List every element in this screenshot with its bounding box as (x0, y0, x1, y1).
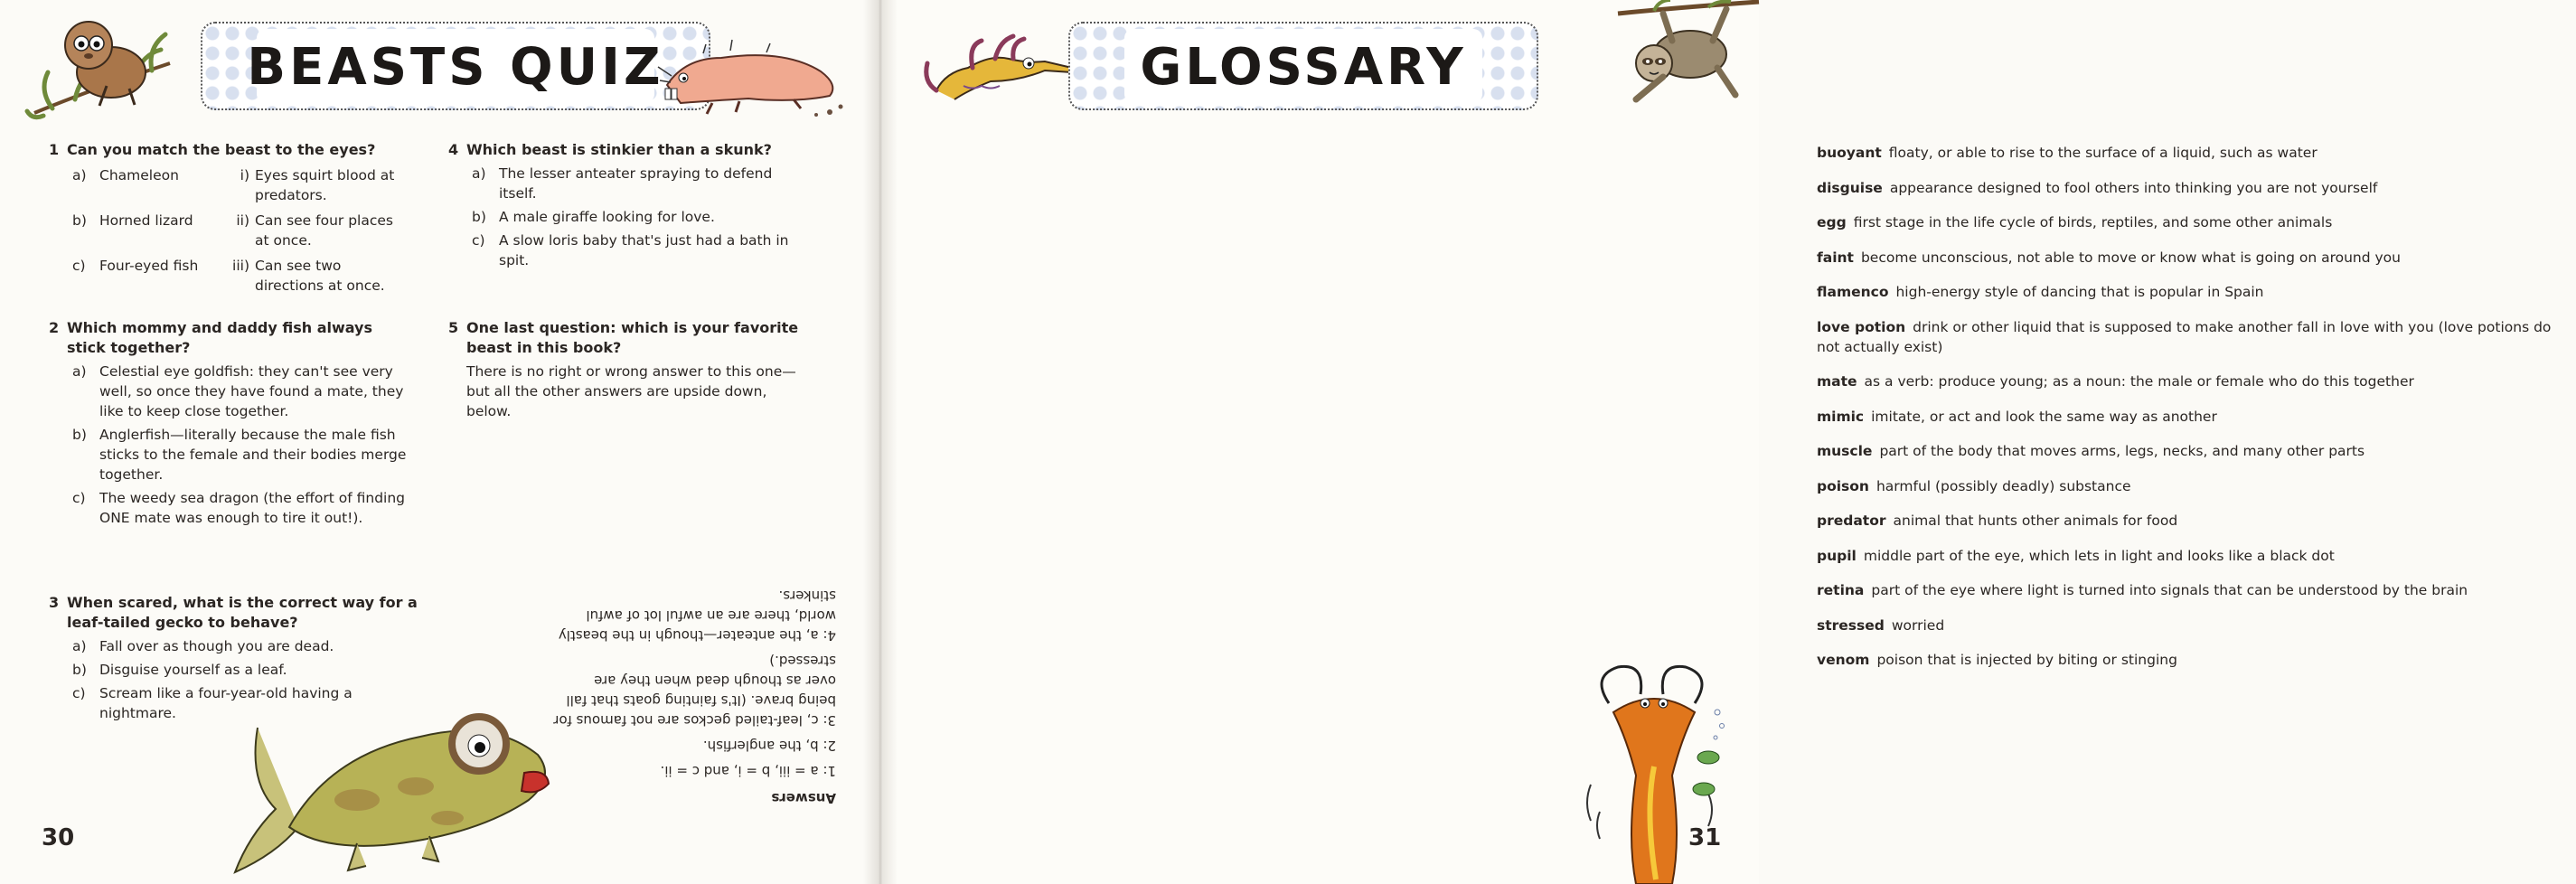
question-5-heading (448, 318, 810, 358)
answer-line: 3: c, leaf-tailed geckos are not famous for being brave. (It's fainting goats that fall over as though dead when they are stressed.) (553, 653, 836, 729)
question-text: Can you match the beast to the eyes? (67, 141, 376, 158)
option-letter: a) (72, 638, 87, 654)
option-text: Disguise yourself as a leaf. (99, 662, 287, 678)
glossary-entry (1817, 650, 2576, 670)
question-4 (448, 140, 810, 270)
option-text: The lesser anteater spraying to defend itself. (499, 165, 773, 202)
page-title: BEASTS QUIZ (247, 38, 664, 97)
eye-description: Can see two directions at once. (255, 258, 385, 294)
glossary-term: love potion (1817, 318, 1906, 335)
glossary-definition: high-energy style of dancing that is popular in Spain (1895, 284, 2264, 300)
answer-option (448, 230, 810, 270)
option-text: Anglerfish—literally because the male fish sticks to the female and their bodies merge together. (99, 427, 407, 483)
question-2 (49, 318, 410, 528)
glossary-definition: animal that hunts other animals for food (1893, 513, 2178, 529)
question-number: 4 (448, 141, 459, 158)
answers-upside-down (533, 580, 836, 808)
glossary-entry (1817, 371, 2576, 391)
fish-illustration (221, 701, 565, 881)
glossary-entry (1817, 143, 2576, 163)
answer-line: 2: b, the anglerfish. (702, 738, 836, 754)
question-5 (448, 318, 810, 421)
glossary-term: buoyant (1817, 145, 1882, 161)
match-row (49, 256, 410, 296)
book-gutter (863, 0, 898, 884)
option-letter: a) (472, 165, 486, 182)
question-3-heading (49, 593, 428, 633)
page-beasts-quiz (0, 0, 879, 884)
glossary-term: venom (1817, 652, 1870, 668)
question-2-heading (49, 318, 410, 358)
option-text: A male giraffe looking for love. (499, 209, 715, 225)
glossary-entry (1817, 282, 2576, 302)
question-text: Which mommy and daddy fish always stick together? (67, 319, 373, 356)
question-4-heading (448, 140, 810, 160)
question-number: 3 (49, 594, 60, 611)
glossary-definition: imitate, or act and look the same way as another (1871, 408, 2217, 425)
question-number: 1 (49, 141, 60, 158)
quiz-title-banner (201, 22, 710, 110)
glossary-term: pupil (1817, 547, 1857, 564)
naked-mole-rat-illustration (649, 31, 852, 121)
slow-loris-illustration (25, 9, 179, 127)
question-1 (49, 140, 410, 296)
option-letter: c) (72, 258, 86, 274)
option-letter: c) (72, 685, 86, 701)
glossary-entry (1817, 407, 2576, 427)
glossary-entry (1817, 248, 2576, 268)
glossary-term: predator (1817, 513, 1886, 529)
glossary-definition: middle part of the eye, which lets in light and looks like a black dot (1863, 547, 2335, 564)
glossary-definition: as a verb: produce young; as a noun: the male or female who do this together (1864, 373, 2414, 390)
answer-option (49, 362, 410, 421)
page-number-right: 31 (1688, 824, 1722, 851)
option-numeral: ii) (236, 212, 249, 229)
glossary-entry (1817, 178, 2576, 198)
sloth-illustration (1600, 0, 1759, 108)
answer-option (49, 425, 410, 484)
option-letter: b) (72, 427, 87, 443)
answer-option (49, 660, 428, 680)
option-letter: b) (472, 209, 486, 225)
glossary-definition: part of the eye where light is turned into signals that can be understood by the brain (1871, 582, 2468, 598)
answer-line: 4: a, the anteater—though in the beastly world, there are an awful lot of awful stinkers. (558, 588, 836, 644)
glossary-definition: first stage in the life cycle of birds, reptiles, and some other animals (1853, 214, 2333, 230)
glossary-term: retina (1817, 582, 1865, 598)
match-row (49, 165, 410, 205)
question-5-body: There is no right or wrong answer to this one—but all the other answers are upside down, below. (466, 363, 796, 419)
option-letter: b) (72, 212, 87, 229)
option-text: Fall over as though you are dead. (99, 638, 334, 654)
beast-name: Horned lizard (99, 212, 193, 229)
option-text: The weedy sea dragon (the effort of finding ONE mate was enough to tire it out!). (99, 490, 406, 526)
eye-description: Can see four places at once. (255, 212, 393, 249)
glossary-entry (1817, 616, 2576, 635)
match-row (49, 211, 410, 250)
glossary-definition: floaty, or able to rise to the surface of a liquid, such as water (1888, 145, 2317, 161)
answers-title: Answers (771, 790, 836, 806)
question-text: When scared, what is the correct way for a leaf-tailed gecko to behave? (67, 594, 418, 631)
option-text: A slow loris baby that's just had a bath in spit. (499, 232, 789, 268)
option-text: Scream like a four-year-old having a nightmare. (99, 685, 353, 721)
glossary-term: disguise (1817, 179, 1883, 196)
answer-option (448, 164, 810, 203)
glossary-term: mimic (1817, 408, 1865, 425)
beast-name: Four-eyed fish (99, 258, 199, 274)
page-number-left: 30 (42, 824, 75, 851)
option-letter: c) (472, 232, 485, 249)
glossary-term: faint (1817, 249, 1854, 266)
option-text: Celestial eye goldfish: they can't see very well, so once they have found a mate, they like to keep close together. (99, 363, 404, 419)
glossary-definition: worried (1891, 616, 1945, 634)
question-text: One last question: which is your favorite beast in this book? (466, 319, 799, 356)
glossary-term: egg (1817, 214, 1847, 230)
option-letter: b) (72, 662, 87, 678)
answer-option (448, 207, 810, 227)
glossary-entry (1817, 441, 2576, 461)
glossary-definition: harmful (possibly deadly) substance (1876, 477, 2131, 494)
glossary-term: flamenco (1817, 284, 1889, 300)
glossary-definition: become unconscious, not able to move or know what is going on around you (1860, 249, 2401, 266)
glossary-term: mate (1817, 373, 1857, 390)
answer-option (49, 488, 410, 528)
answer-line: 1: a = iii, b = i, and c = ii. (660, 763, 836, 779)
glossary-definition: part of the body that moves arms, legs, necks, and many other parts (1879, 443, 2365, 459)
option-letter: c) (72, 490, 86, 506)
glossary-title-banner (1068, 22, 1538, 110)
page-glossary (880, 0, 2552, 884)
question-number: 5 (448, 319, 459, 336)
glossary-entry (1817, 317, 2576, 357)
glossary-definition: appearance designed to fool others into thinking you are not yourself (1889, 179, 2378, 196)
question-1-heading (49, 140, 410, 160)
glossary-entry (1817, 511, 2576, 531)
glossary-entry (1817, 212, 2576, 232)
eye-description: Eyes squirt blood at predators. (255, 167, 395, 203)
glossary-entry (1817, 580, 2576, 600)
glossary-definition: drink or other liquid that is supposed to make another fall in love with you (love potions do not actually exist) (1817, 318, 2552, 355)
option-letter: a) (72, 167, 87, 183)
glossary-term: muscle (1817, 443, 1873, 459)
glossary-list (1817, 143, 2576, 685)
option-letter: a) (72, 363, 87, 380)
question-number: 2 (49, 319, 60, 336)
glossary-term: poison (1817, 477, 1869, 494)
beast-name: Chameleon (99, 167, 179, 183)
glossary-definition: poison that is injected by biting or stinging (1876, 652, 2177, 668)
glossary-term: stressed (1817, 616, 1885, 634)
answer-option (49, 636, 428, 656)
option-numeral: i) (240, 167, 249, 183)
option-numeral: iii) (232, 258, 249, 274)
page-title: GLOSSARY (1140, 38, 1467, 97)
glossary-entry (1817, 546, 2576, 566)
question-text: Which beast is stinkier than a skunk? (466, 141, 772, 158)
glossary-entry (1817, 476, 2576, 496)
